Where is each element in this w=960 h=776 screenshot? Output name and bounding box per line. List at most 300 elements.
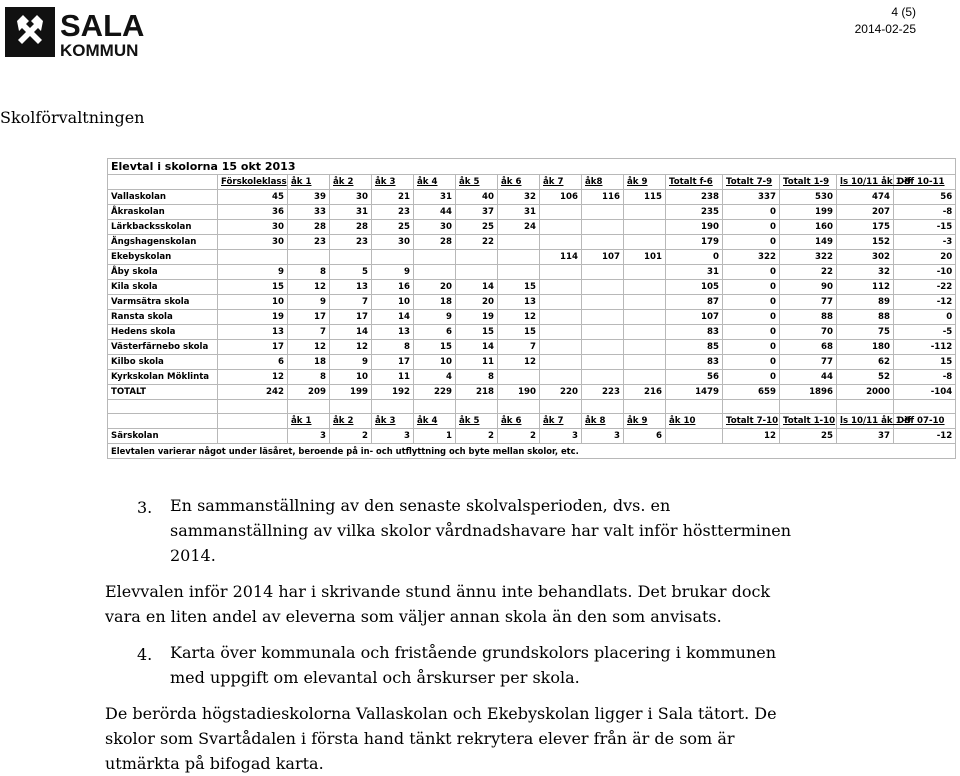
table-cell: 30 — [218, 220, 288, 235]
table-cell: 242 — [218, 385, 288, 400]
empty-cell — [218, 400, 288, 414]
table-cell: 238 — [666, 190, 723, 205]
page-info — [855, 4, 916, 38]
column-header: Totalt 7-10 — [723, 414, 780, 429]
column-header: åk 10 — [666, 414, 723, 429]
column-header: åk8 — [582, 175, 624, 190]
table-cell: -8 — [894, 205, 956, 220]
table-row — [108, 205, 956, 220]
table-cell: 322 — [723, 250, 780, 265]
table-cell: 13 — [372, 325, 414, 340]
column-header: åk 3 — [372, 175, 414, 190]
table-cell: 37 — [837, 429, 894, 444]
table-cell: -112 — [894, 340, 956, 355]
table-cell: 107 — [582, 250, 624, 265]
page-number: 4 (5) — [891, 5, 916, 19]
school-name: Västerfärnebo skola — [108, 340, 218, 355]
table-row — [108, 280, 956, 295]
empty-cell — [498, 400, 540, 414]
school-name: Kila skola — [108, 280, 218, 295]
table-cell: 56 — [666, 370, 723, 385]
table-cell: 17 — [330, 310, 372, 325]
table-cell: 9 — [330, 355, 372, 370]
table-cell — [582, 265, 624, 280]
table-cell: 28 — [330, 220, 372, 235]
logo-text-kommun: KOMMUN — [60, 41, 139, 60]
table-cell: 13 — [218, 325, 288, 340]
table-cell: 44 — [414, 205, 456, 220]
table-cell — [498, 235, 540, 250]
table-cell: 0 — [666, 250, 723, 265]
table-cell — [666, 429, 723, 444]
table-cell: -3 — [894, 235, 956, 250]
table-cell: 2 — [456, 429, 498, 444]
school-name: Vallaskolan — [108, 190, 218, 205]
school-name: Varmsätra skola — [108, 295, 218, 310]
table-cell: 9 — [288, 295, 330, 310]
table-cell: 17 — [218, 340, 288, 355]
table-title-row — [108, 159, 956, 175]
item-4-number: 4. — [137, 645, 153, 664]
table-cell: 107 — [666, 310, 723, 325]
table-cell — [456, 265, 498, 280]
table-cell — [582, 340, 624, 355]
table-cell: 6 — [414, 325, 456, 340]
column-header: åk 6 — [498, 414, 540, 429]
table-cell: 14 — [456, 280, 498, 295]
table-row — [108, 385, 956, 400]
table-cell: 6 — [624, 429, 666, 444]
school-name: Hedens skola — [108, 325, 218, 340]
table-cell: 37 — [456, 205, 498, 220]
table-cell: 160 — [780, 220, 837, 235]
table-cell — [582, 325, 624, 340]
crossed-hammers-icon — [5, 7, 55, 57]
table-cell: 15 — [498, 280, 540, 295]
table-cell: 36 — [218, 205, 288, 220]
school-name: Åby skola — [108, 265, 218, 280]
table-cell: 1896 — [780, 385, 837, 400]
table-cell — [218, 429, 288, 444]
table-cell: 105 — [666, 280, 723, 295]
table-cell: 10 — [330, 370, 372, 385]
table-cell: 88 — [837, 310, 894, 325]
table-cell — [624, 310, 666, 325]
table-cell: 12 — [498, 355, 540, 370]
table-cell: 3 — [540, 429, 582, 444]
table-cell: 216 — [624, 385, 666, 400]
table-cell: 474 — [837, 190, 894, 205]
table-cell: 180 — [837, 340, 894, 355]
table-cell: 9 — [414, 310, 456, 325]
table-cell: 530 — [780, 190, 837, 205]
table-cell: 229 — [414, 385, 456, 400]
table-cell — [540, 355, 582, 370]
table-cell: 115 — [624, 190, 666, 205]
table-cell — [540, 370, 582, 385]
table-cell: 32 — [837, 265, 894, 280]
table-cell — [582, 355, 624, 370]
table-cell: 28 — [288, 220, 330, 235]
table-cell: 8 — [288, 265, 330, 280]
table-cell: -8 — [894, 370, 956, 385]
table-cell — [498, 250, 540, 265]
table-cell: 12 — [330, 340, 372, 355]
enrollment-table — [107, 158, 956, 459]
sarskolan-row — [108, 429, 956, 444]
table-cell: 220 — [540, 385, 582, 400]
table-cell: 0 — [723, 370, 780, 385]
table-cell: 28 — [414, 235, 456, 250]
table-cell: 7 — [498, 340, 540, 355]
school-name: Ransta skola — [108, 310, 218, 325]
table-title: Elevtal i skolorna 15 okt 2013 — [108, 159, 956, 175]
table-cell: 89 — [837, 295, 894, 310]
empty-cell — [540, 400, 582, 414]
table-cell — [540, 205, 582, 220]
table-cell — [624, 235, 666, 250]
table-cell: 13 — [498, 295, 540, 310]
table-cell: 101 — [624, 250, 666, 265]
table-cell: 322 — [780, 250, 837, 265]
table-cell — [540, 220, 582, 235]
table-cell: 190 — [498, 385, 540, 400]
empty-cell — [624, 400, 666, 414]
table-cell: 30 — [414, 220, 456, 235]
table-row — [108, 265, 956, 280]
empty-cell — [666, 400, 723, 414]
table-cell — [582, 235, 624, 250]
header-school-cell — [108, 175, 218, 190]
table-cell: 8 — [288, 370, 330, 385]
table-cell: -12 — [894, 429, 956, 444]
table-cell: 7 — [288, 325, 330, 340]
table-cell: 0 — [723, 265, 780, 280]
school-name: Åkraskolan — [108, 205, 218, 220]
table-cell: 2 — [498, 429, 540, 444]
table-cell: 12 — [218, 370, 288, 385]
empty-cell — [288, 400, 330, 414]
school-name: Lärkbacksskolan — [108, 220, 218, 235]
table-cell: 75 — [837, 325, 894, 340]
column-header: åk 3 — [372, 414, 414, 429]
table-cell: 10 — [414, 355, 456, 370]
paragraph-2-line-1: De berörda högstadieskolorna Vallaskolan och Ekebyskolan ligger i Sala tätort. De — [105, 704, 777, 723]
table-cell: 25 — [456, 220, 498, 235]
table-cell — [330, 250, 372, 265]
header-empty-cell — [218, 414, 288, 429]
table-row — [108, 220, 956, 235]
table-cell: 10 — [218, 295, 288, 310]
table-cell: 88 — [780, 310, 837, 325]
table-cell: 77 — [780, 295, 837, 310]
table-cell: 0 — [723, 280, 780, 295]
table-cell: 77 — [780, 355, 837, 370]
table-cell: 9 — [372, 265, 414, 280]
table-cell: 31 — [666, 265, 723, 280]
blank-row — [108, 400, 956, 414]
table-cell: 199 — [780, 205, 837, 220]
table-row — [108, 340, 956, 355]
table-cell: 149 — [780, 235, 837, 250]
table-cell: 90 — [780, 280, 837, 295]
table-row — [108, 355, 956, 370]
table-cell: 0 — [723, 220, 780, 235]
column-header: ls 10/11 åk 1-9 — [837, 175, 894, 190]
column-header: åk 9 — [624, 414, 666, 429]
table-cell: 2000 — [837, 385, 894, 400]
item-4-line-2: med uppgift om elevantal och årskurser per skola. — [170, 668, 580, 687]
table-cell: 14 — [372, 310, 414, 325]
table-cell: 106 — [540, 190, 582, 205]
paragraph-1-line-1: Elevvalen inför 2014 har i skrivande stund ännu inte behandlats. Det brukar dock — [105, 582, 771, 601]
table-cell: 17 — [288, 310, 330, 325]
item-3-line-2: sammanställning av vilka skolor vårdnadshavare har valt inför höstterminen — [170, 521, 792, 540]
table-cell — [218, 250, 288, 265]
empty-cell — [582, 400, 624, 414]
paragraph-2-line-3: utmärkta på bifogad karta. — [105, 754, 324, 773]
table-cell: 302 — [837, 250, 894, 265]
table-cell: 14 — [330, 325, 372, 340]
column-header: åk 5 — [456, 175, 498, 190]
table-cell — [624, 265, 666, 280]
column-header: åk 1 — [288, 175, 330, 190]
item-3-line-1: En sammanställning av den senaste skolvalsperioden, dvs. en — [170, 496, 671, 515]
table-cell: 192 — [372, 385, 414, 400]
table-row — [108, 250, 956, 265]
table-cell: 1 — [414, 429, 456, 444]
table-cell: 0 — [723, 325, 780, 340]
school-name: Ekebyskolan — [108, 250, 218, 265]
column-header: Totalt 7-9 — [723, 175, 780, 190]
table-cell: 45 — [218, 190, 288, 205]
table-cell: 11 — [372, 370, 414, 385]
table-cell — [624, 370, 666, 385]
table-cell: 179 — [666, 235, 723, 250]
table-row — [108, 295, 956, 310]
table-cell: 19 — [218, 310, 288, 325]
table-cell: 2 — [330, 429, 372, 444]
table-cell: 30 — [372, 235, 414, 250]
table-note: Elevtalen varierar något under läsåret, beroende på in- och utflyttning och byte mellan skolor, etc. — [108, 444, 956, 459]
table-cell: 31 — [498, 205, 540, 220]
school-name: Särskolan — [108, 429, 218, 444]
table-cell: -22 — [894, 280, 956, 295]
table-cell: -5 — [894, 325, 956, 340]
table-cell: 68 — [780, 340, 837, 355]
empty-cell — [894, 400, 956, 414]
table-cell: 0 — [723, 340, 780, 355]
empty-cell — [414, 400, 456, 414]
table-row — [108, 310, 956, 325]
table-cell: 337 — [723, 190, 780, 205]
table-row — [108, 370, 956, 385]
table-cell: 83 — [666, 355, 723, 370]
table-cell: 1479 — [666, 385, 723, 400]
table-cell: -10 — [894, 265, 956, 280]
column-header: åk 2 — [330, 414, 372, 429]
column-header: Diff 10-11 — [894, 175, 956, 190]
table-cell: 235 — [666, 205, 723, 220]
table-cell — [582, 220, 624, 235]
table-cell — [624, 295, 666, 310]
table-cell: 0 — [723, 310, 780, 325]
table-cell: 209 — [288, 385, 330, 400]
table-cell: 12 — [288, 340, 330, 355]
item-4-line-1: Karta över kommunala och fristående grundskolors placering i kommunen — [170, 643, 777, 662]
table-cell: 0 — [894, 310, 956, 325]
table-cell: 7 — [330, 295, 372, 310]
table-cell: 0 — [723, 205, 780, 220]
table-cell: 199 — [330, 385, 372, 400]
table-cell: 15 — [414, 340, 456, 355]
table-cell: 18 — [288, 355, 330, 370]
column-header: Diff 07-10 — [894, 414, 956, 429]
table-cell: 3 — [288, 429, 330, 444]
empty-cell — [780, 400, 837, 414]
table-cell: 17 — [372, 355, 414, 370]
table-cell: 24 — [498, 220, 540, 235]
table-cell: 19 — [456, 310, 498, 325]
table-cell: 21 — [372, 190, 414, 205]
table-cell: 25 — [372, 220, 414, 235]
table-cell: 190 — [666, 220, 723, 235]
table-cell — [498, 370, 540, 385]
enrollment-table-image — [107, 158, 955, 476]
table-cell: 0 — [723, 295, 780, 310]
school-name: Kyrkskolan Möklinta — [108, 370, 218, 385]
sala-kommun-logo — [2, 4, 152, 62]
table-cell: 207 — [837, 205, 894, 220]
table-cell — [540, 325, 582, 340]
column-header: åk 2 — [330, 175, 372, 190]
table-cell: 15 — [894, 355, 956, 370]
table-cell: 23 — [330, 235, 372, 250]
table-cell — [582, 370, 624, 385]
column-header: Totalt 1-9 — [780, 175, 837, 190]
table-cell — [624, 325, 666, 340]
table-cell: 114 — [540, 250, 582, 265]
table-cell: 20 — [456, 295, 498, 310]
table-cell — [582, 295, 624, 310]
logo-text-sala: SALA — [60, 8, 145, 43]
item-3-line-3: 2014. — [170, 546, 216, 565]
table-cell: 56 — [894, 190, 956, 205]
table-cell: 112 — [837, 280, 894, 295]
table-cell: 13 — [330, 280, 372, 295]
table-cell: 23 — [372, 205, 414, 220]
table-cell: 20 — [414, 280, 456, 295]
table-cell: 70 — [780, 325, 837, 340]
table-cell — [540, 280, 582, 295]
table-cell: 223 — [582, 385, 624, 400]
table-cell — [498, 265, 540, 280]
table-cell: 44 — [780, 370, 837, 385]
table-cell: 10 — [372, 295, 414, 310]
table-cell: 8 — [456, 370, 498, 385]
table-cell: 8 — [372, 340, 414, 355]
table-cell — [582, 205, 624, 220]
school-name: Kilbo skola — [108, 355, 218, 370]
table-header-row — [108, 175, 956, 190]
table-cell: 659 — [723, 385, 780, 400]
table-cell: 25 — [780, 429, 837, 444]
column-header: Totalt f-6 — [666, 175, 723, 190]
table-cell: 23 — [288, 235, 330, 250]
table-cell: 85 — [666, 340, 723, 355]
table-cell — [624, 220, 666, 235]
table-cell: 52 — [837, 370, 894, 385]
table-row — [108, 325, 956, 340]
table-cell — [540, 340, 582, 355]
table-cell: 15 — [456, 325, 498, 340]
empty-cell — [372, 400, 414, 414]
table-cell: 62 — [837, 355, 894, 370]
table-cell: 33 — [288, 205, 330, 220]
column-header: åk 7 — [540, 175, 582, 190]
table-cell — [582, 280, 624, 295]
table-cell: 83 — [666, 325, 723, 340]
table-note-row — [108, 444, 956, 459]
table-cell — [456, 250, 498, 265]
table-cell: -104 — [894, 385, 956, 400]
item-3-number: 3. — [137, 498, 153, 517]
table-header-row-2 — [108, 414, 956, 429]
column-header: åk 9 — [624, 175, 666, 190]
column-header: åk 1 — [288, 414, 330, 429]
table-cell — [414, 250, 456, 265]
table-cell — [624, 280, 666, 295]
table-cell: 15 — [498, 325, 540, 340]
table-cell: 218 — [456, 385, 498, 400]
table-cell — [582, 310, 624, 325]
table-cell: 152 — [837, 235, 894, 250]
table-cell — [288, 250, 330, 265]
column-header: åk 4 — [414, 414, 456, 429]
school-name: TOTALT — [108, 385, 218, 400]
empty-cell — [330, 400, 372, 414]
table-cell: 12 — [498, 310, 540, 325]
table-cell — [624, 205, 666, 220]
table-cell: 30 — [218, 235, 288, 250]
table-cell — [414, 265, 456, 280]
table-row — [108, 235, 956, 250]
table-cell — [540, 295, 582, 310]
column-header: åk 5 — [456, 414, 498, 429]
table-cell: 18 — [414, 295, 456, 310]
table-cell: 12 — [723, 429, 780, 444]
table-cell — [540, 310, 582, 325]
column-header: ls 10/11 åk 1-9 — [837, 414, 894, 429]
table-cell: 0 — [723, 235, 780, 250]
table-cell: 6 — [218, 355, 288, 370]
document-date: 2014-02-25 — [854, 22, 916, 36]
header-school-cell — [108, 414, 218, 429]
table-cell: 15 — [218, 280, 288, 295]
table-cell: -12 — [894, 295, 956, 310]
table-cell: 22 — [456, 235, 498, 250]
table-cell: 20 — [894, 250, 956, 265]
table-cell: 11 — [456, 355, 498, 370]
school-name: Ängshagenskolan — [108, 235, 218, 250]
table-cell: 9 — [218, 265, 288, 280]
column-header: Totalt 1-10 — [780, 414, 837, 429]
table-cell: 14 — [456, 340, 498, 355]
column-header: åk 8 — [582, 414, 624, 429]
table-cell: 30 — [330, 190, 372, 205]
table-cell: 32 — [498, 190, 540, 205]
table-cell: 175 — [837, 220, 894, 235]
